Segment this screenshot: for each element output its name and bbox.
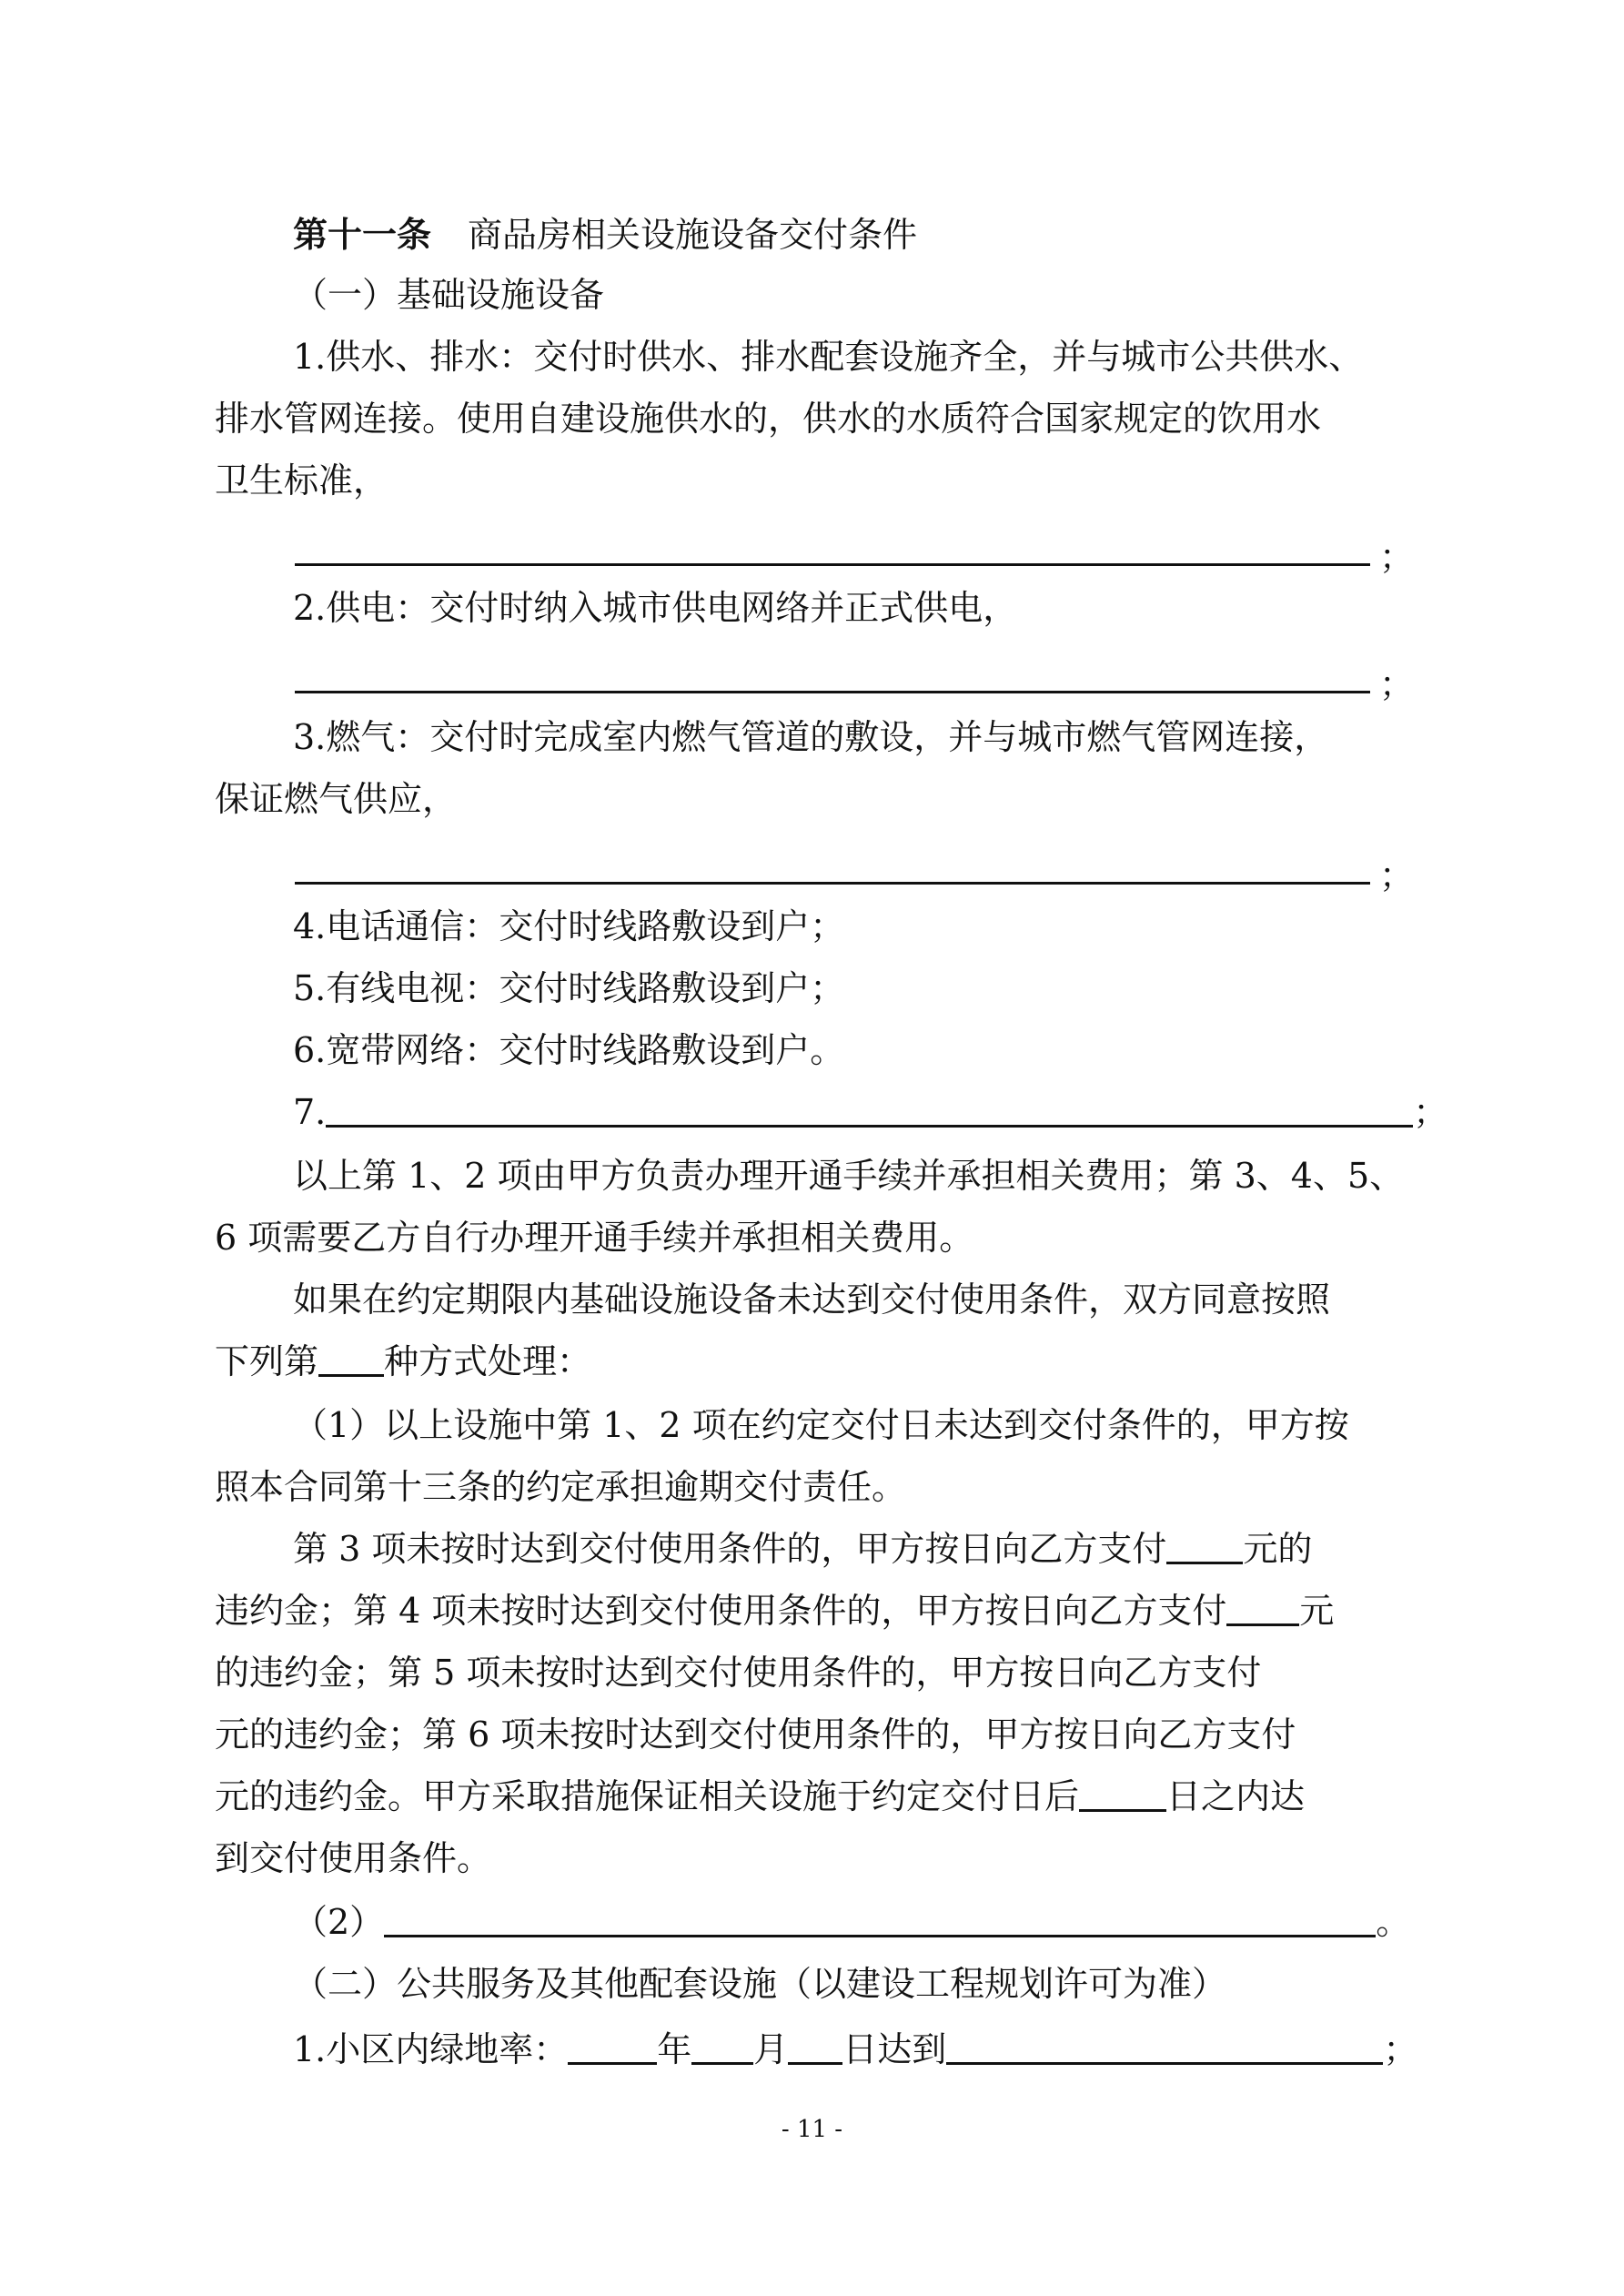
water-text-line2: 排水管网连接。使用自建设施供水的，供水的水质符合国家规定的饮用水 bbox=[215, 399, 1322, 439]
section2-heading: （二）公共服务及其他配套设施（以建设工程规划许可为准） bbox=[293, 1964, 1227, 2004]
page-number: - 11 - bbox=[781, 2116, 843, 2143]
fees-text-line1: 以上第 1、2 项由甲方负责办理开通手续并承担相关费用；第 3、4、5、 bbox=[293, 1156, 1405, 1196]
penalty-item3-suffix: 元的 bbox=[1243, 1529, 1313, 1569]
option2-end: 。 bbox=[1376, 1902, 1411, 1942]
item7-blank[interactable] bbox=[326, 1088, 1413, 1128]
green-month-blank[interactable] bbox=[691, 2026, 753, 2065]
article-number: 第十一条 bbox=[293, 214, 432, 255]
option2-blank[interactable] bbox=[384, 1898, 1376, 1937]
item7-row bbox=[293, 1085, 1503, 1139]
green-rate-blank[interactable] bbox=[946, 2026, 1383, 2065]
broadband-text: 6.宽带网络：交付时线路敷设到户。 bbox=[293, 1030, 845, 1070]
item3-penalty-blank[interactable] bbox=[1166, 1525, 1243, 1564]
penalty-item4-text: 违约金；第 4 项未按时达到交付使用条件的，甲方按日向乙方支付 bbox=[215, 1591, 1227, 1631]
green-day-blank[interactable] bbox=[788, 2026, 842, 2065]
penalty-item3-text: 第 3 项未按时达到交付使用条件的，甲方按日向乙方支付 bbox=[293, 1529, 1167, 1569]
option2-row bbox=[293, 1895, 1503, 1949]
fail-text-b: 种方式处理： bbox=[384, 1341, 592, 1381]
penalty-line3: 的违约金；第 5 项未按时达到交付使用条件的，甲方按日向乙方支付 bbox=[215, 1653, 1262, 1693]
fail-text-a: 下列第 bbox=[215, 1341, 319, 1381]
method-choice-blank[interactable] bbox=[318, 1338, 384, 1377]
item7-semicolon: ； bbox=[1413, 1092, 1448, 1132]
power-fill-semicolon: ； bbox=[1379, 664, 1415, 704]
item7-prefix: 7. bbox=[293, 1092, 327, 1132]
day-reach-label: 日达到 bbox=[842, 2029, 947, 2069]
power-text: 2.供电：交付时纳入城市供电网络并正式供电， bbox=[293, 588, 1018, 628]
water-text-line3: 卫生标准， bbox=[215, 460, 388, 501]
fees-text-line2: 6 项需要乙方自行办理开通手续并承担相关费用。 bbox=[215, 1218, 974, 1258]
gas-fill-line[interactable] bbox=[295, 845, 1415, 899]
section1-heading: （一）基础设施设备 bbox=[293, 275, 605, 315]
fail-text-line2 bbox=[215, 1334, 1425, 1389]
green-rate-row bbox=[293, 2022, 1503, 2077]
phone-text: 4.电话通信：交付时线路敷设到户； bbox=[293, 906, 845, 946]
remedy-text-suffix: 日之内达 bbox=[1166, 1776, 1306, 1816]
year-label: 年 bbox=[657, 2029, 692, 2069]
water-fill-line[interactable] bbox=[295, 526, 1415, 581]
water-fill-semicolon: ； bbox=[1379, 537, 1415, 577]
green-rate-label: 1.小区内绿地率： bbox=[293, 2029, 569, 2069]
penalty-line4: 元的违约金；第 6 项未按时达到交付使用条件的，甲方按日向乙方支付 bbox=[215, 1714, 1296, 1755]
month-label: 月 bbox=[753, 2029, 789, 2069]
power-fill-line[interactable] bbox=[295, 653, 1415, 708]
water-text-line1: 1.供水、排水：交付时供水、排水配套设施齐全，并与城市公共供水、 bbox=[293, 337, 1364, 377]
article-title: 商品房相关设施设备交付条件 bbox=[468, 215, 918, 255]
remedy-days-blank[interactable] bbox=[1079, 1773, 1166, 1812]
option2-prefix: （2） bbox=[293, 1902, 385, 1942]
gas-text-line1: 3.燃气：交付时完成室内燃气管道的敷设，并与城市燃气管网连接， bbox=[293, 717, 1329, 757]
option1-line2: 照本合同第十三条的约定承担逾期交付责任。 bbox=[215, 1467, 907, 1507]
penalty-item4-suffix: 元 bbox=[1299, 1591, 1335, 1631]
penalty-line6: 到交付使用条件。 bbox=[215, 1838, 492, 1878]
gas-fill-semicolon: ； bbox=[1379, 855, 1415, 895]
remedy-text: 元的违约金。甲方采取措施保证相关设施于约定交付日后 bbox=[215, 1776, 1080, 1816]
item4-penalty-blank[interactable] bbox=[1226, 1587, 1299, 1626]
penalty-line1 bbox=[293, 1522, 1503, 1576]
option1-line1: （1）以上设施中第 1、2 项在约定交付日未达到交付条件的，甲方按 bbox=[293, 1405, 1349, 1445]
green-year-blank[interactable] bbox=[568, 2026, 657, 2065]
penalty-line5 bbox=[215, 1769, 1425, 1824]
tv-text: 5.有线电视：交付时线路敷设到户； bbox=[293, 968, 845, 1008]
penalty-line2 bbox=[215, 1583, 1425, 1638]
green-rate-end: ； bbox=[1383, 2029, 1418, 2069]
fail-text-line1: 如果在约定期限内基础设施设备未达到交付使用条件，双方同意按照 bbox=[293, 1279, 1331, 1320]
gas-text-line2: 保证燃气供应， bbox=[215, 779, 458, 819]
article-heading bbox=[293, 207, 1503, 262]
